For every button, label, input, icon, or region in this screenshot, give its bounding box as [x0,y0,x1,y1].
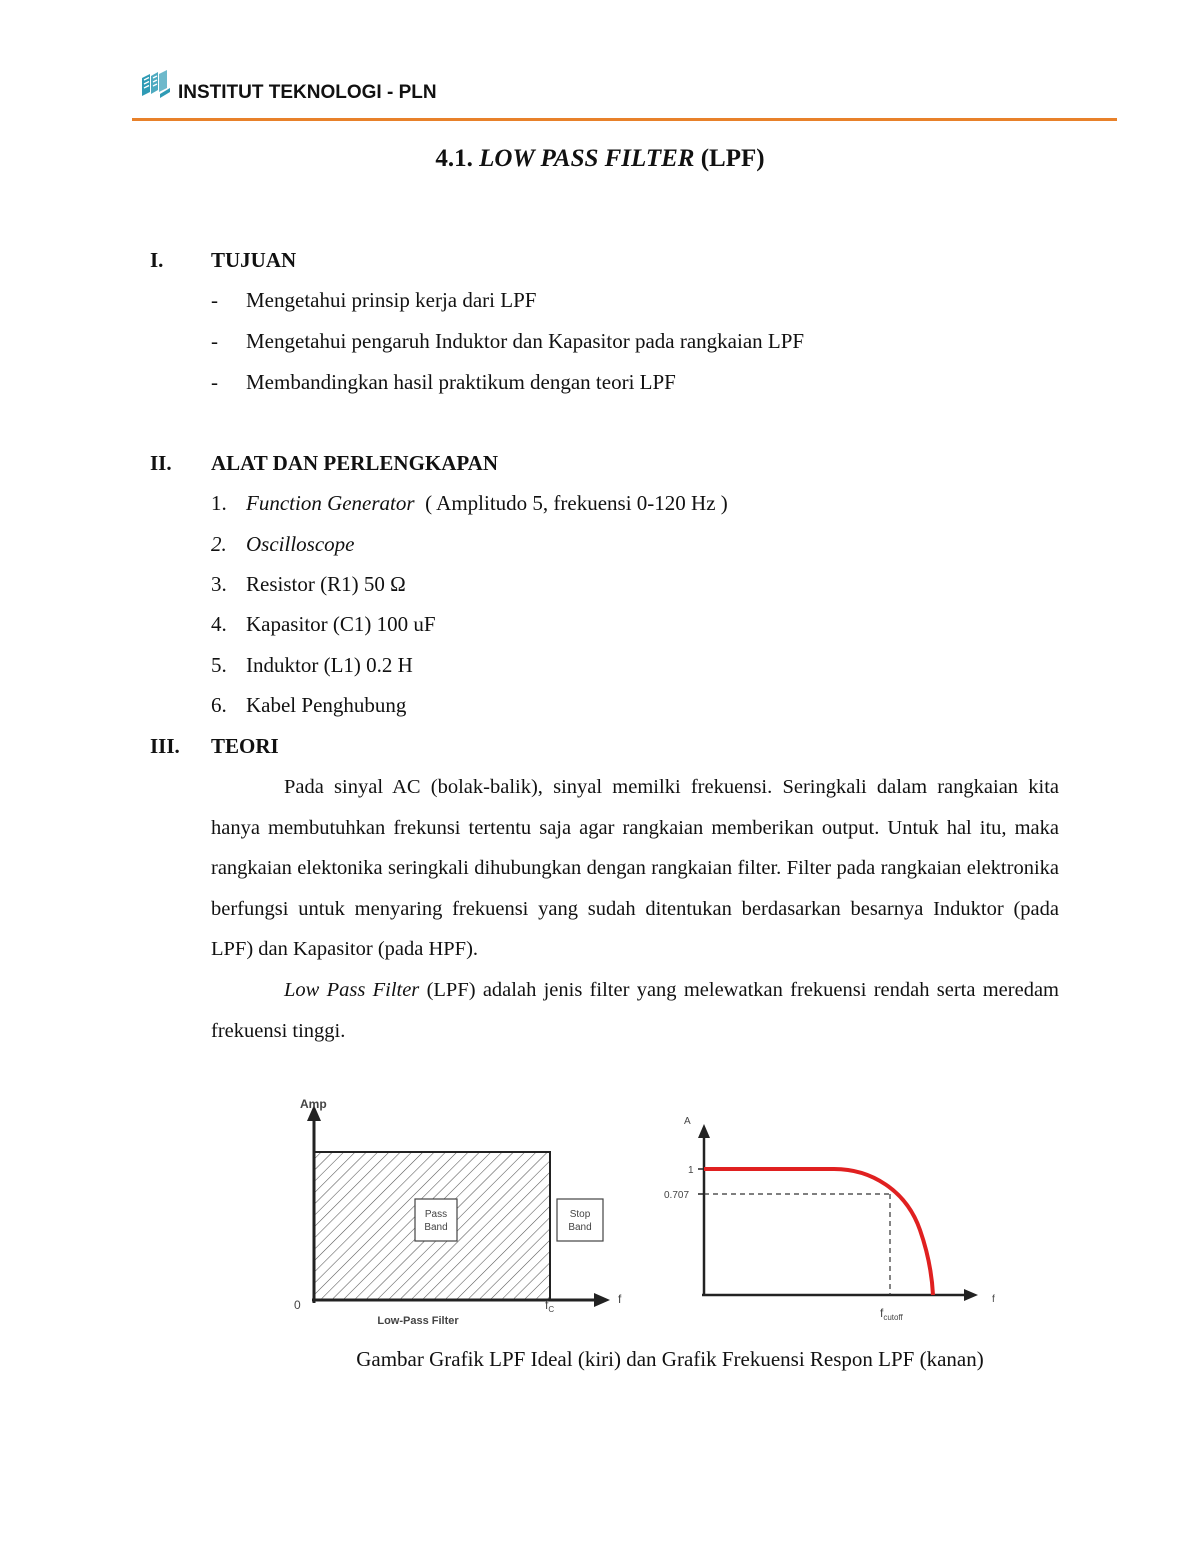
list-marker: - [211,329,218,353]
paragraph-text-2 [211,970,1059,1051]
paragraph-rest: (LPF) adalah jenis filter yang melewatkan frekuensi rendah serta meredam frekuensi tinggi. [211,978,1059,1042]
section-number: III. [150,734,180,758]
figure-caption: Gambar Grafik LPF Ideal (kiri) dan Grafik Frekuensi Respon LPF (kanan) [356,1347,984,1371]
section-title: TEORI [211,734,279,758]
title-number: 4.1. [435,145,473,172]
list-text-italic: Oscilloscope [246,532,355,556]
list-marker: - [211,370,218,394]
pass-band-label-2: Band [424,1222,448,1233]
list-text: Mengetahui pengaruh Induktor dan Kapasitor pada rangkaian LPF [246,329,805,353]
figure-subtitle: Low-Pass Filter [377,1315,459,1327]
page-title [0,145,1200,173]
y-axis-arrow-icon [698,1124,710,1138]
list-text: Membandingkan hasil praktikum dengan teori LPF [246,370,676,394]
list-number: 4. [211,612,227,636]
cutoff-label: $f_{cutoff}$ [880,1306,903,1322]
origin-label: 0 [294,1298,301,1312]
title-italic: LOW PASS FILTER [479,145,695,172]
y-axis-label: A [684,1116,691,1127]
list-text: ( Amplitudo 5, frekuensi 0-120 Hz ) [425,491,728,515]
paragraph-text: Pada sinyal AC (bolak-balik), sinyal memilki frekuensi. Seringkali dalam rangkaian kita hanya membutuhkan frekunsi tertentu saja agar rangkaian memberikan output. Untuk hal itu, maka rangkaian elektonika seringkali dihubungkan dengan rangkaian filter. Filter pada rangkaian elektronika berfungsi untuk menyaring frekuensi yang sudah ditentukan berdasarkan besarnya Induktor (pada LPF) dan Kapasitor (pada HPF). [211,776,1059,961]
y-axis-label: Amp [300,1097,327,1111]
x-axis-arrow-icon [964,1289,978,1301]
stop-band-label-2: Band [568,1222,592,1233]
list-text: Kapasitor (C1) 100 uF [246,612,436,636]
ideal-lpf-figure [278,1093,623,1333]
institution-logo-icon [140,70,174,102]
section-number: I. [150,248,164,272]
theory-paragraph [211,767,1059,1051]
x-axis-label: f [618,1292,622,1306]
list-text: Induktor (L1) 0.2 H [246,653,413,677]
section-number: II. [150,451,172,475]
paragraph-italic: Low Pass Filter [284,978,420,1001]
cutoff-label: $f_C$ [545,1298,555,1314]
level-1-label: 1 [688,1165,694,1176]
level-0707-label: 0.707 [664,1190,690,1201]
list-marker: - [211,288,218,312]
list-number: 1. [211,491,227,515]
response-curve [704,1169,933,1295]
list-text-italic: Function Generator [246,491,415,515]
list-number: 5. [211,653,227,677]
list-number: 3. [211,572,227,596]
list-text: Resistor (R1) 50 Ω [246,572,406,596]
list-number: 2. [211,532,227,556]
header-divider [132,118,1117,121]
frequency-response-figure [656,1110,1006,1332]
list-number: 6. [211,693,227,717]
institution-name: INSTITUT TEKNOLOGI - PLN [178,82,437,103]
section-title: ALAT DAN PERLENGKAPAN [211,451,499,475]
list-text: Mengetahui prinsip kerja dari LPF [246,288,537,312]
page-header [140,70,1120,118]
pass-band-label-1: Pass [424,1209,448,1220]
list-text: Kabel Penghubung [246,693,407,717]
stop-band-box [557,1199,603,1241]
section-title: TUJUAN [211,248,297,272]
x-axis-arrow-icon [594,1293,610,1307]
pass-band-box [415,1199,457,1241]
stop-band-label-1: Stop [569,1209,591,1220]
x-axis-label: f [992,1294,995,1305]
title-suffix: (LPF) [700,145,765,172]
